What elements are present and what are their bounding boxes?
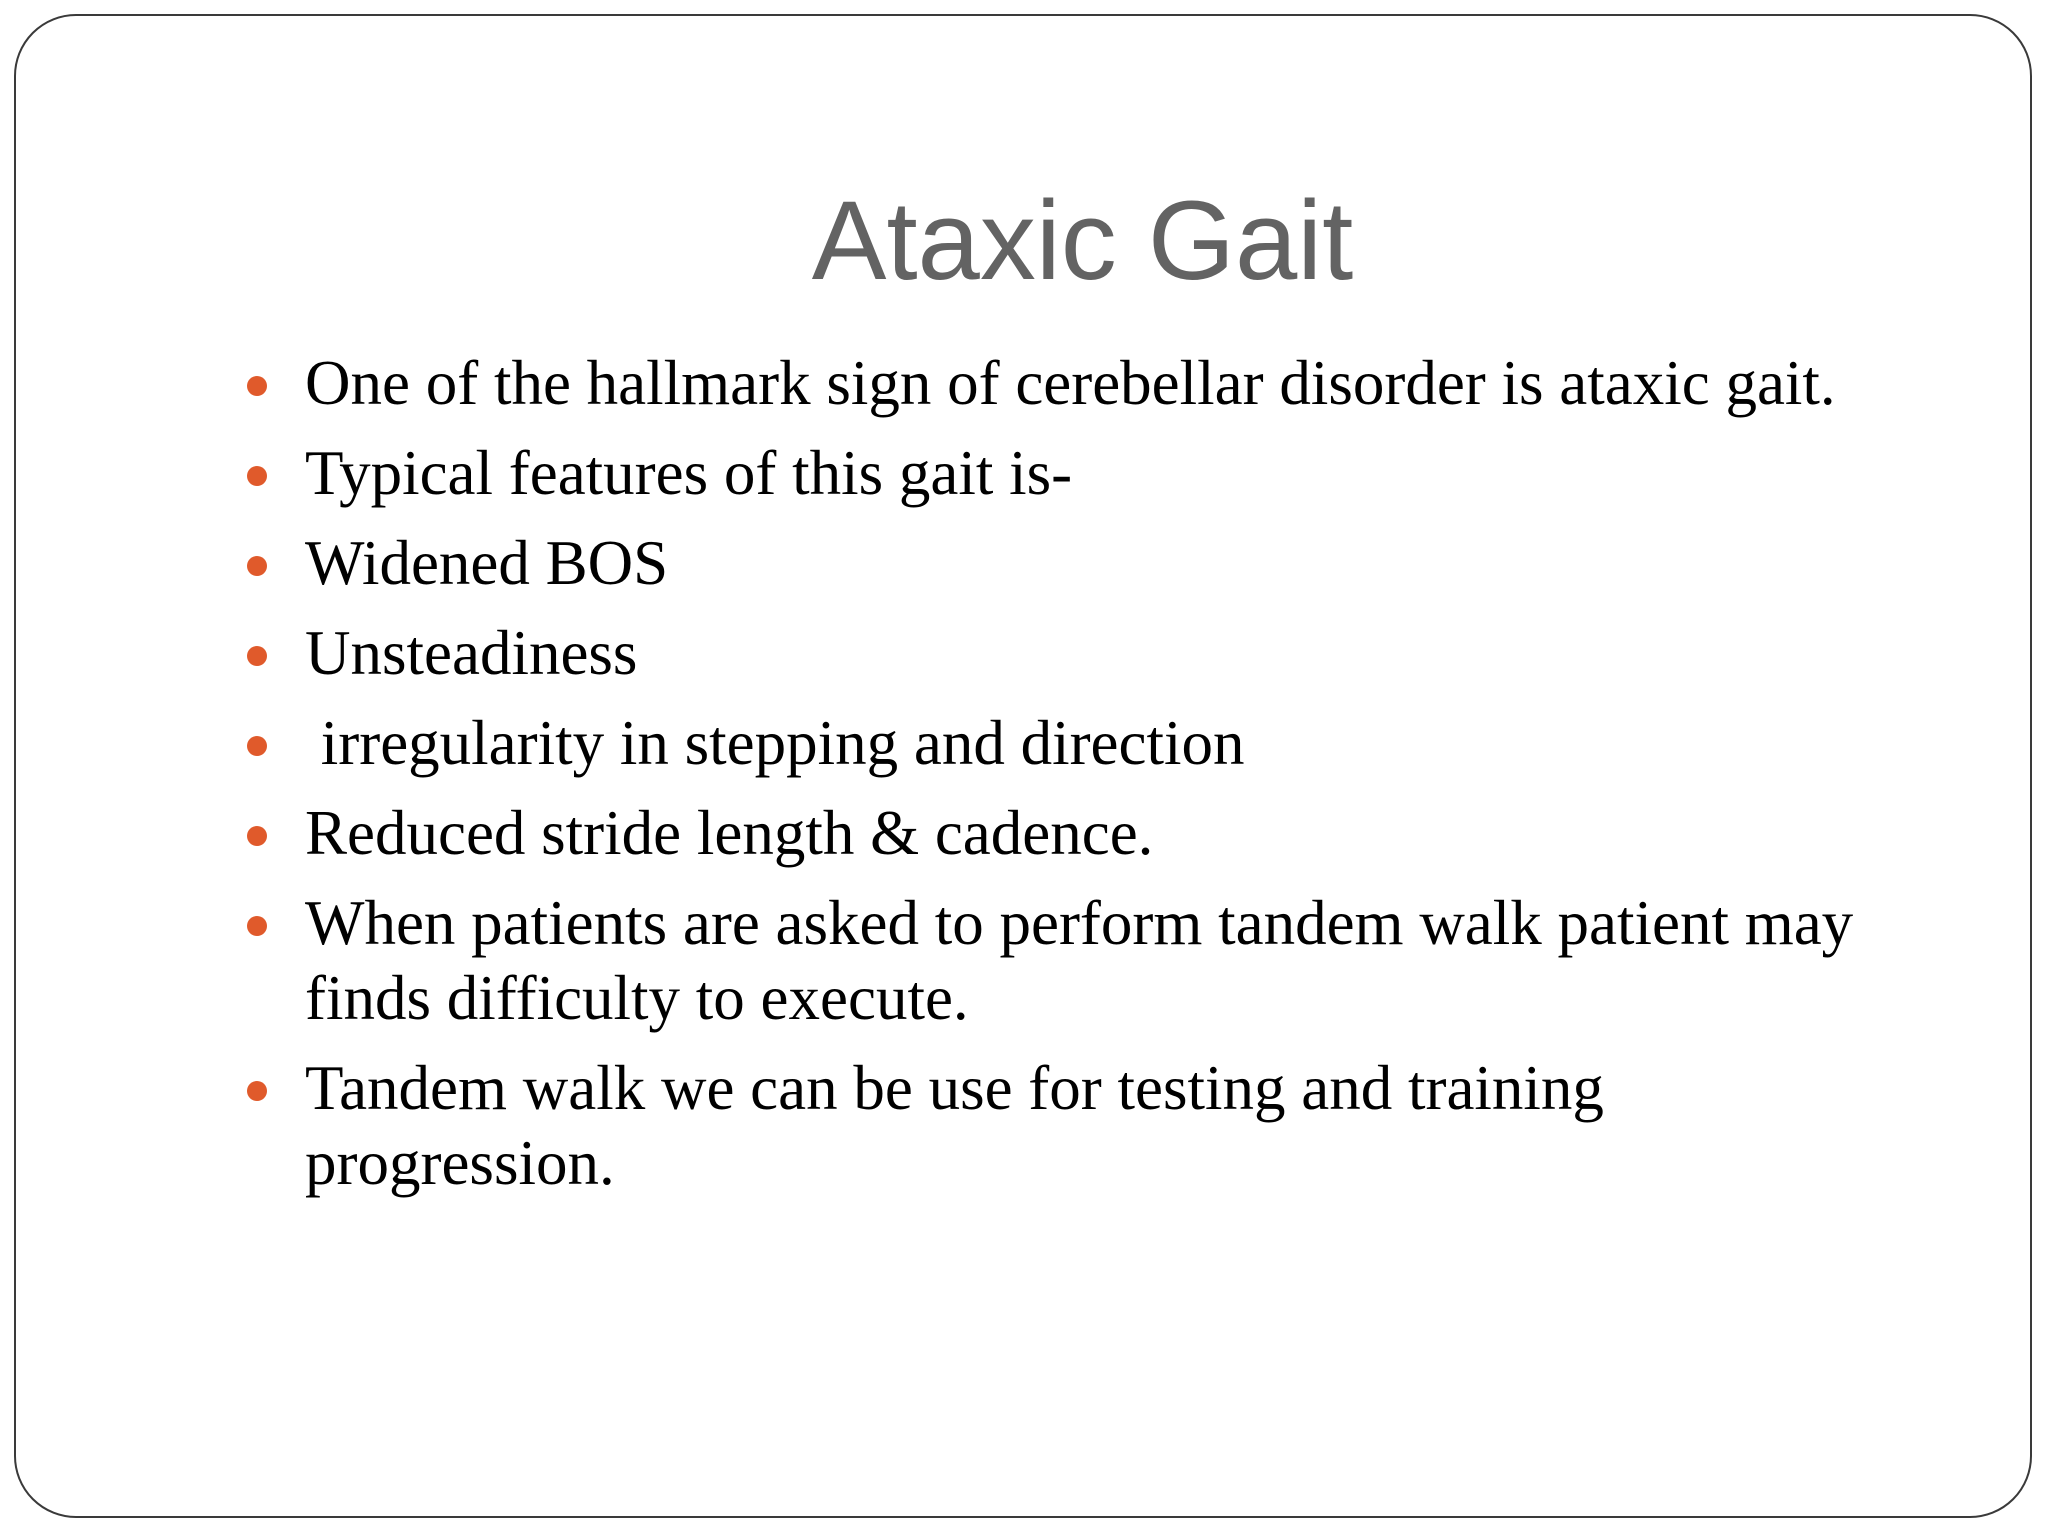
bullet-text: Typical features of this gait is- xyxy=(305,438,1073,508)
bullet-item xyxy=(243,616,1923,691)
bullet-text: One of the hallmark sign of cerebellar disorder is ataxic gait. xyxy=(305,348,1836,418)
bullet-dot-icon xyxy=(247,556,267,576)
bullet-item xyxy=(243,526,1923,601)
bullet-item xyxy=(243,706,1923,781)
bullet-item xyxy=(243,436,1923,511)
bullet-list xyxy=(243,346,1923,1216)
bullet-text: Widened BOS xyxy=(305,528,669,598)
bullet-dot-icon xyxy=(247,466,267,486)
slide-title: Ataxic Gait xyxy=(811,178,1354,303)
bullet-item xyxy=(243,1051,1923,1201)
bullet-text: irregularity in stepping and direction xyxy=(305,708,1245,778)
bullet-dot-icon xyxy=(247,736,267,756)
bullet-text: Tandem walk we can be use for testing and training progression. xyxy=(305,1053,1604,1198)
bullet-text: Unsteadiness xyxy=(305,618,638,688)
bullet-text: When patients are asked to perform tandem walk patient may finds difficulty to execute. xyxy=(305,888,1854,1033)
bullet-item xyxy=(243,796,1923,871)
slide-frame xyxy=(14,14,2032,1518)
bullet-dot-icon xyxy=(247,1081,267,1101)
bullet-dot-icon xyxy=(247,646,267,666)
bullet-text: Reduced stride length & cadence. xyxy=(305,798,1154,868)
bullet-dot-icon xyxy=(247,376,267,396)
bullet-dot-icon xyxy=(247,916,267,936)
bullet-item xyxy=(243,886,1923,1036)
bullet-dot-icon xyxy=(247,826,267,846)
bullet-item xyxy=(243,346,1923,421)
